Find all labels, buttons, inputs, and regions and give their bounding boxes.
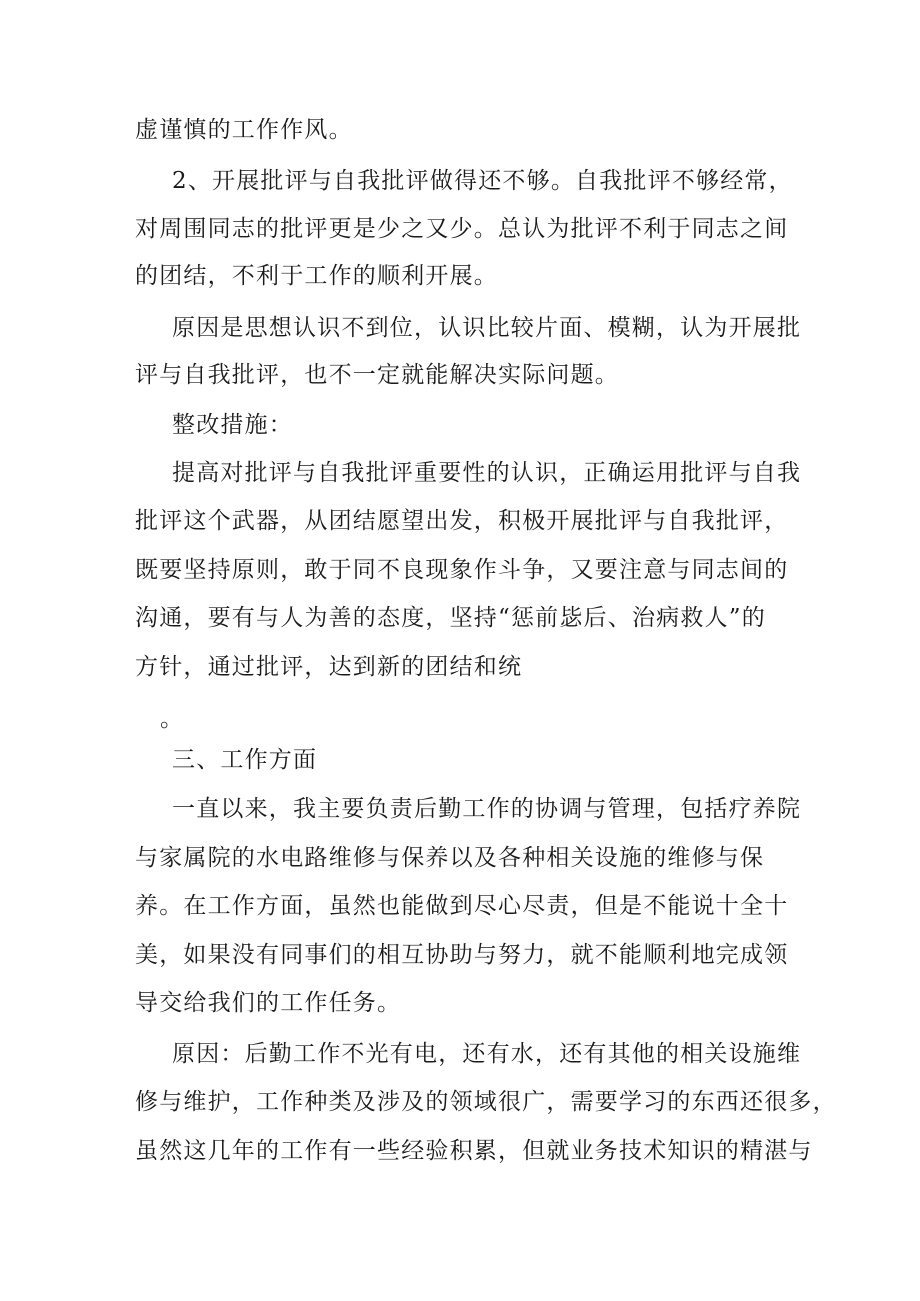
text-line: 既要坚持原则，敢于同不良现象作斗争，又要注意与同志间的 — [135, 557, 789, 583]
section-label: 整改措施： — [172, 412, 293, 438]
text-line: 养。在工作方面，虽然也能做到尽心尽责，但是不能说十全十 — [135, 893, 789, 919]
text-line: 修与维护，工作种类及涉及的领域很广，需要学习的东西还很多， — [135, 1089, 837, 1115]
text-line: 评与自我批评，也不一定就能解决实际问题。 — [135, 362, 619, 388]
text-line: 虽然这几年的工作有一些经验积累，但就业务技术知识的精湛与 — [135, 1138, 813, 1164]
text-line: 沟通，要有与人为善的态度，坚持“惩前毖后、治病救人”的 — [135, 605, 766, 631]
text-line: 原因：后勤工作不光有电，还有水，还有其他的相关设施维 — [172, 1041, 802, 1067]
text-line: 与家属院的水电路维修与保养以及各种相关设施的维修与保 — [135, 845, 765, 871]
text-line: 方针，通过批评，达到新的团结和统 — [135, 654, 523, 680]
text-line: 导交给我们的工作任务。 — [135, 990, 402, 1016]
text-line: 。 — [160, 706, 185, 732]
text-line: 原因是思想认识不到位，认识比较片面、模糊，认为开展批 — [172, 315, 802, 341]
text-line: 虚谨慎的工作作风。 — [135, 117, 353, 143]
text-line: 批评这个武器，从团结愿望出发，积极开展批评与自我批评， — [135, 508, 789, 534]
text-line: 一直以来，我主要负责后勤工作的协调与管理，包括疗养院 — [172, 796, 802, 822]
text-line: 美，如果没有同事们的相互协助与努力，就不能顺利地完成领 — [135, 942, 789, 968]
text-line: 2、开展批评与自我批评做得还不够。自我批评不够经常， — [172, 168, 793, 194]
text-line: 的团结，不利于工作的顺利开展。 — [135, 263, 498, 289]
text-line: 对周围同志的批评更是少之又少。总认为批评不利于同志之间 — [135, 216, 789, 242]
section-heading: 三、工作方面 — [172, 747, 318, 773]
text-line: 提高对批评与自我批评重要性的认识，正确运用批评与自我 — [172, 460, 802, 486]
